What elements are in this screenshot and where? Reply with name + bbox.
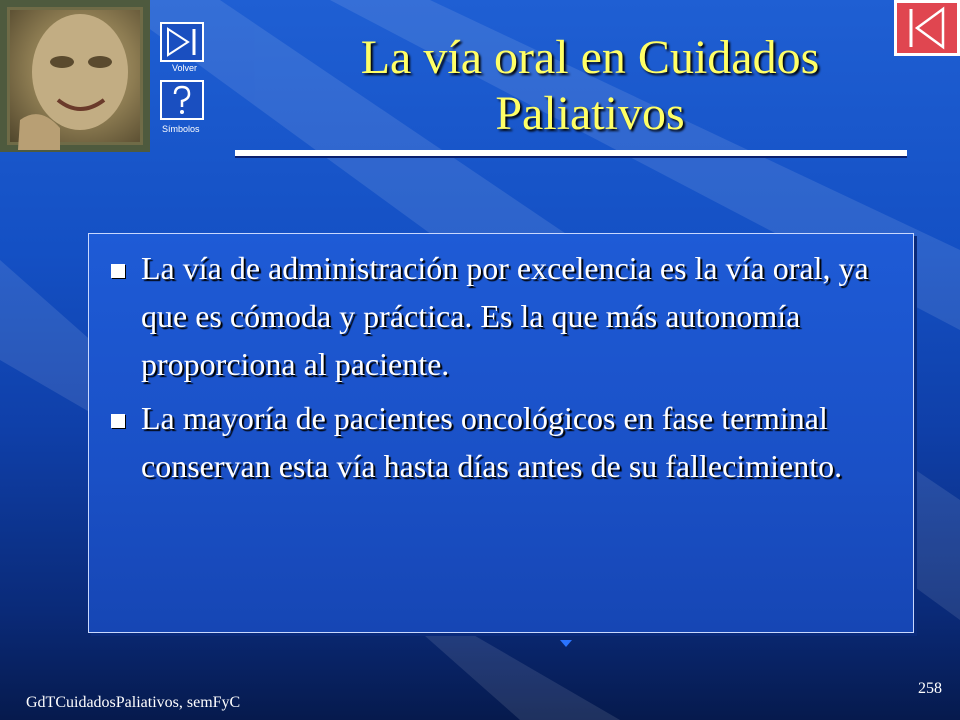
slide-title: La vía oral en Cuidados Paliativos xyxy=(360,31,820,140)
list-item xyxy=(129,394,889,490)
back-first-icon xyxy=(897,3,957,53)
bullet-text: La vía de administración por excelencia es la vía oral, ya que es cómoda y práctica. Es la que más autonomía proporciona al paciente. xyxy=(141,250,869,382)
back-first-button[interactable] xyxy=(894,0,960,56)
volver-label: Volver xyxy=(172,63,198,73)
question-icon xyxy=(162,82,202,118)
list-item xyxy=(129,244,889,388)
symbols-label: Símbolos xyxy=(162,124,200,134)
footer-credit: GdTCuidadosPaliativos, semFyC xyxy=(26,694,241,711)
content-box xyxy=(88,233,914,633)
bullet-square-icon xyxy=(111,414,125,428)
down-arrow-icon xyxy=(560,640,572,647)
bullet-list xyxy=(129,244,889,496)
portrait-image xyxy=(0,0,150,152)
volver-play-icon xyxy=(162,24,202,60)
bullet-text: La mayoría de pacientes oncológicos en fase terminal conservan esta vía hasta días antes de su fallecimiento. xyxy=(141,400,843,484)
page-number: 258 xyxy=(918,680,942,697)
bullet-square-icon xyxy=(111,264,125,278)
symbols-button[interactable] xyxy=(160,80,204,120)
volver-button[interactable] xyxy=(160,22,204,62)
title-underline xyxy=(235,150,907,158)
